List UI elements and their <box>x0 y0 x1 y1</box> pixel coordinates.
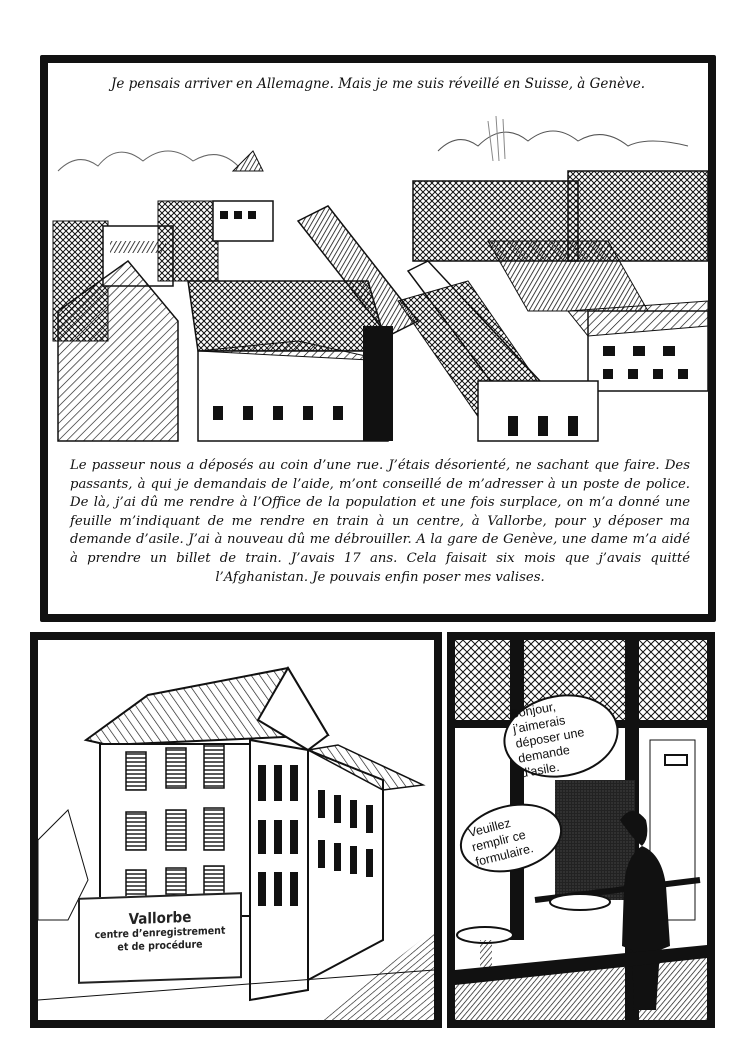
sign-subtitle-line1: centre d’enregistrement <box>94 924 226 942</box>
sign-subtitle-line2: et de procédure <box>117 938 203 954</box>
panel-vallorbe-building <box>30 632 442 1028</box>
speech-bubble-applicant-text: Bonjour, j’aimerais déposer une demande d’asile. <box>509 699 586 780</box>
vallorbe-center-sign <box>78 892 242 984</box>
geneva-cityscape-illustration <box>48 111 708 451</box>
speech-bubble-clerk-text: Veuillez remplir ce formulaire. <box>466 815 535 869</box>
panel-asylum-request <box>447 632 715 1028</box>
panel-geneva <box>40 55 716 622</box>
caption-journey: Le passeur nous a déposés au coin d’une rue. J’étais désorienté, ne sachant que faire. Des passants, à qui je demandais de l’aide, m’ont conseillé de m’adresser à un poste de police. De là, j’ai dû me rendre à l’Office de la population et une fois surplace, on m’a donné une feuille m’indiquant de me rendre en train à un centre, à Vallorbe, pour y déposer ma demande d’asile. J’ai à nouveau dû me débrouiller. A la gare de Genève, une dame m’a aidé à prendre un billet de train. J’avais 17 ans. Cela faisait six mois que j’avais quitté l’Afghanistan. Je pouvais enfin poser mes valises. <box>70 458 690 585</box>
caption-arrival: Je pensais arriver en Allemagne. Mais je me suis réveillé en Suisse, à Genève. <box>110 76 646 92</box>
sign-title: Vallorbe <box>128 907 192 929</box>
